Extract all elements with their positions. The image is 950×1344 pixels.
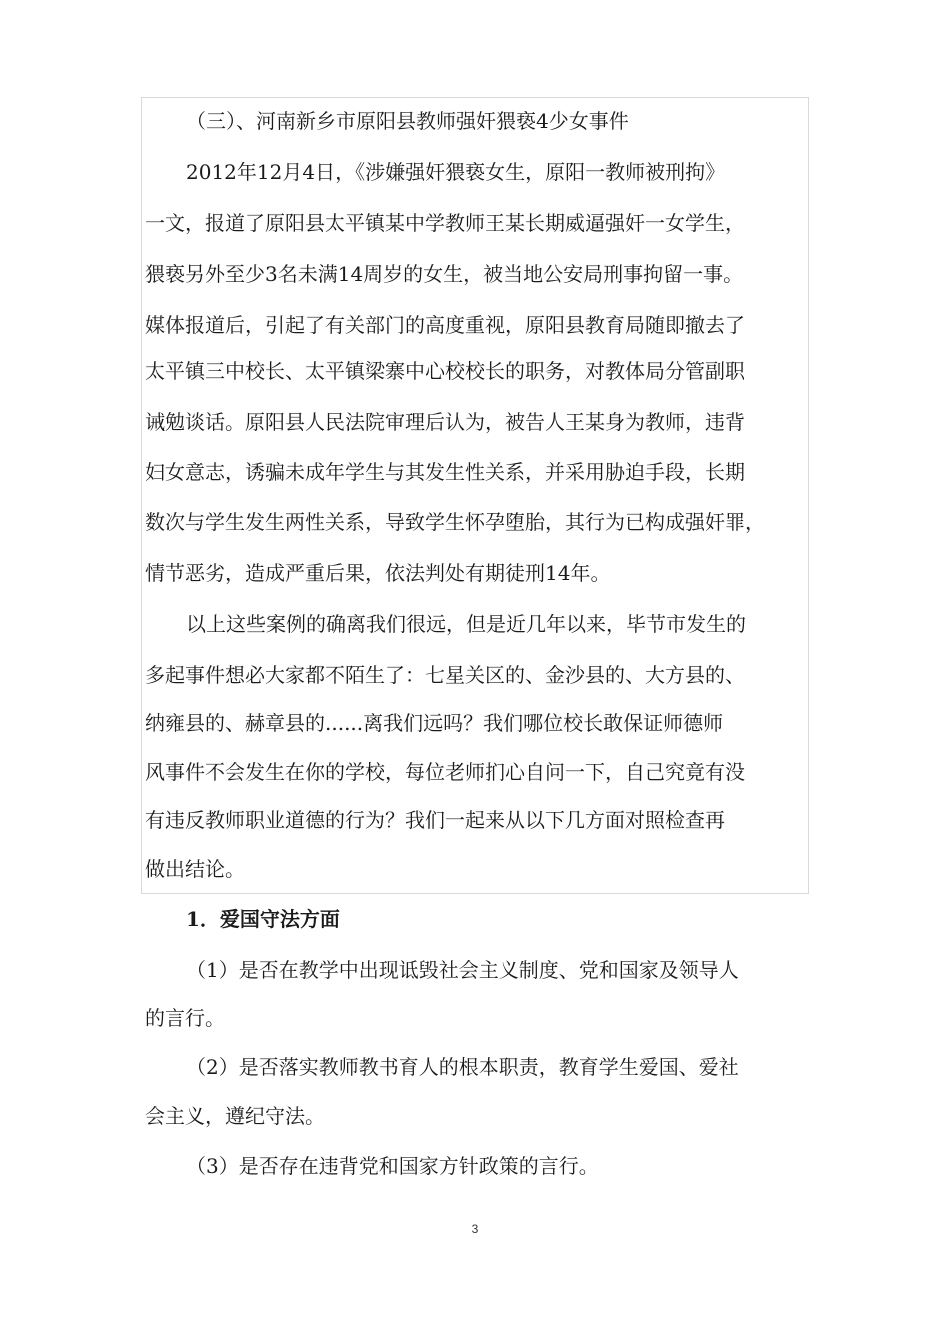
paragraph-line: 媒体报道后，引起了有关部门的高度重视，原阳县教育局随即撤去了: [145, 313, 745, 337]
checklist-item-1: （1）是否在教学中出现诋毁社会主义制度、党和国家及领导人: [186, 958, 739, 982]
paragraph-line: 太平镇三中校长、太平镇梁寨中心校校长的职务，对教体局分管副职: [145, 359, 745, 383]
checklist-item-2: （2）是否落实教师教书育人的根本职责，教育学生爱国、爱社: [186, 1055, 739, 1079]
checklist-item-2-cont: 会主义，遵纪守法。: [145, 1104, 325, 1128]
section-heading-case-3: （三）、河南新乡市原阳县教师强奸猥亵4少女事件: [186, 109, 629, 133]
paragraph-line: 多起事件想必大家都不陌生了：七星关区的、金沙县的、大方县的、: [145, 663, 745, 687]
paragraph-line: 一文，报道了原阳县太平镇某中学教师王某长期威逼强奸一女学生，: [145, 211, 745, 235]
page-number: 3: [471, 1222, 479, 1236]
paragraph-line: 妇女意志，诱骗未成年学生与其发生性关系，并采用胁迫手段，长期: [145, 460, 745, 484]
section-heading-patriotism: 1．爱国守法方面: [186, 907, 340, 931]
paragraph-line: 2012年12月4日，《涉嫌强奸猥亵女生，原阳一教师被刑拘》: [186, 160, 726, 184]
paragraph-line: 纳雍县的、赫章县的......离我们远吗？我们哪位校长敢保证师德师: [145, 711, 724, 735]
paragraph-line: 诫勉谈话。原阳县人民法院审理后认为，被告人王某身为教师，违背: [145, 410, 745, 434]
paragraph-line: 情节恶劣，造成严重后果，依法判处有期徒刑14年。: [145, 561, 611, 585]
paragraph-line: 做出结论。: [145, 857, 245, 881]
paragraph-line: 数次与学生发生两性关系，导致学生怀孕堕胎，其行为已构成强奸罪，: [145, 510, 765, 534]
paragraph-line: 猥亵另外至少3名未满14周岁的女生，被当地公安局刑事拘留一事。: [145, 262, 744, 286]
paragraph-line: 风事件不会发生在你的学校，每位老师扪心自问一下，自己究竟有没: [145, 760, 745, 784]
checklist-item-3: （3）是否存在违背党和国家方针政策的言行。: [186, 1154, 599, 1178]
paragraph-line: 以上这些案例的确离我们很远，但是近几年以来，毕节市发生的: [186, 612, 746, 636]
paragraph-line: 有违反教师职业道德的行为？我们一起来从以下几方面对照检查再: [145, 808, 725, 832]
checklist-item-1-cont: 的言行。: [145, 1006, 225, 1030]
